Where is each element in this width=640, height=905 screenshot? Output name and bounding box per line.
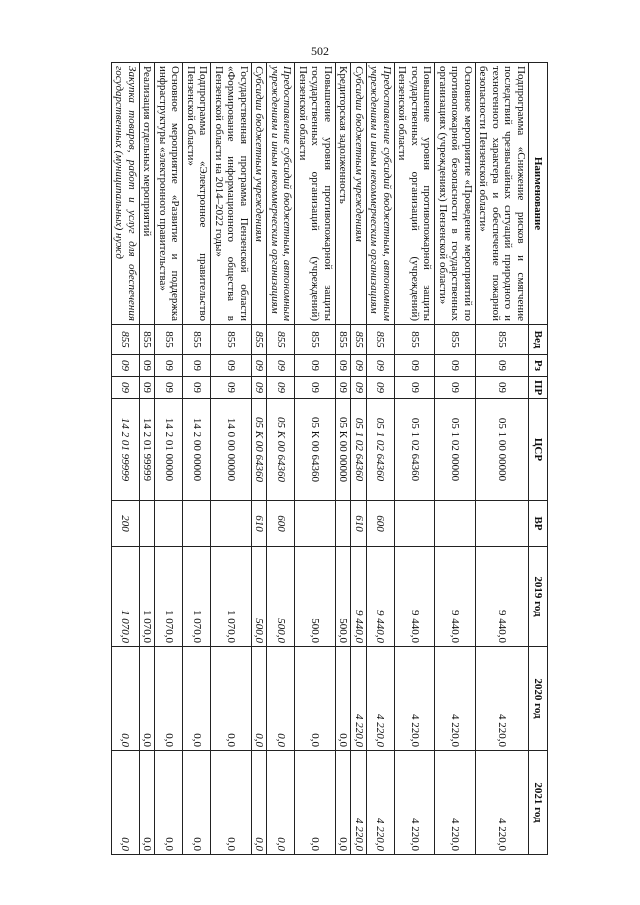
cell-ved: 855	[367, 325, 395, 355]
cell-rz: 09	[435, 355, 476, 377]
cell-2021: 0,0	[295, 751, 336, 855]
cell-ved: 855	[336, 325, 352, 355]
cell-2019: 1 070,0	[140, 547, 156, 647]
cell-ved: 855	[252, 325, 268, 355]
cell-2020: 0,0	[155, 647, 183, 751]
cell-2019: 9 440,0	[395, 547, 436, 647]
cell-pr: 09	[367, 377, 395, 399]
cell-2020: 0,0	[211, 647, 252, 751]
cell-pr: 09	[351, 377, 367, 399]
cell-2021: 0,0	[112, 751, 140, 855]
cell-name: Государственная программа Пензенской области «Формирование информационного общества в Пензенской области на 2014–2022 годы»	[211, 63, 252, 325]
table-row	[367, 63, 395, 855]
cell-vr: 600	[267, 501, 295, 547]
cell-2019: 9 440,0	[367, 547, 395, 647]
cell-vr	[395, 501, 436, 547]
table-row	[267, 63, 295, 855]
header-csr: ЦСР	[529, 399, 548, 501]
cell-csr: 14 0 00 00000	[211, 399, 252, 501]
cell-2020: 4 220,0	[435, 647, 476, 751]
cell-rz: 09	[252, 355, 268, 377]
cell-2020: 4 220,0	[367, 647, 395, 751]
cell-vr	[295, 501, 336, 547]
cell-2020: 0,0	[252, 647, 268, 751]
page-number: 502	[311, 44, 329, 58]
cell-csr: 05 1 02 00000	[435, 399, 476, 501]
table-row	[183, 63, 211, 855]
cell-name: Закупка товаров, работ и услуг для обеспечения государственных (муниципальных) нужд	[112, 63, 140, 325]
cell-2021: 0,0	[252, 751, 268, 855]
cell-pr: 09	[395, 377, 436, 399]
cell-ved: 855	[267, 325, 295, 355]
cell-pr: 09	[476, 377, 529, 399]
table-row	[155, 63, 183, 855]
cell-rz: 09	[183, 355, 211, 377]
cell-csr: 05 К 00 64360	[252, 399, 268, 501]
table-row	[476, 63, 529, 855]
cell-csr: 14 2 01 00000	[155, 399, 183, 501]
table-row	[140, 63, 156, 855]
cell-name: Субсидии бюджетным учреждениям	[252, 63, 268, 325]
cell-rz: 09	[476, 355, 529, 377]
cell-csr: 05 1 02 64360	[351, 399, 367, 501]
cell-name: Подпрограмма «Снижение рисков и смягчение последствий чрезвычайных ситуаций природного и техногенного характера и обеспечение пожарной безопасности Пензенской области»	[476, 63, 529, 325]
cell-2019: 9 440,0	[351, 547, 367, 647]
cell-vr: 610	[252, 501, 268, 547]
cell-vr	[476, 501, 529, 547]
cell-name: Реализация отдельных мероприятий	[140, 63, 156, 325]
cell-rz: 09	[112, 355, 140, 377]
cell-name: Предоставление субсидий бюджетным, автономным учреждениям и иным некоммерческим организациям	[267, 63, 295, 325]
cell-vr	[183, 501, 211, 547]
cell-name: Субсидии бюджетным учреждениям	[351, 63, 367, 325]
table-row	[336, 63, 352, 855]
cell-csr: 14 2 01 99999	[112, 399, 140, 501]
cell-csr: 05 1 02 64360	[395, 399, 436, 501]
cell-2020: 0,0	[336, 647, 352, 751]
cell-pr: 09	[211, 377, 252, 399]
cell-vr: 600	[367, 501, 395, 547]
cell-pr: 09	[183, 377, 211, 399]
cell-2021: 0,0	[155, 751, 183, 855]
cell-pr: 09	[112, 377, 140, 399]
cell-pr: 09	[267, 377, 295, 399]
cell-pr: 09	[252, 377, 268, 399]
cell-2021: 4 220,0	[351, 751, 367, 855]
cell-2019: 1 070,0	[112, 547, 140, 647]
cell-2020: 4 220,0	[351, 647, 367, 751]
header-vr: ВР	[529, 501, 548, 547]
cell-2019: 1 070,0	[183, 547, 211, 647]
cell-2019: 1 070,0	[211, 547, 252, 647]
cell-vr	[211, 501, 252, 547]
cell-name: Повышение уровня противопожарной защиты государственных организаций (учреждений) Пензенской области	[295, 63, 336, 325]
cell-pr: 09	[295, 377, 336, 399]
table-row	[295, 63, 336, 855]
cell-ved: 855	[155, 325, 183, 355]
cell-csr: 05 1 02 64360	[367, 399, 395, 501]
table-row	[395, 63, 436, 855]
cell-csr: 05 К 00 64360	[295, 399, 336, 501]
cell-vr	[336, 501, 352, 547]
cell-rz: 09	[267, 355, 295, 377]
cell-name: Основное мероприятие «Проведение мероприятий по противопожарной безопасности в государственных организациях (учреждениях) Пензенской области»	[435, 63, 476, 325]
cell-2020: 0,0	[267, 647, 295, 751]
cell-name: Повышение уровня противопожарной защиты государственных организаций (учреждений) Пензенской области	[395, 63, 436, 325]
header-2019: 2019 год	[529, 547, 548, 647]
cell-2021: 4 220,0	[476, 751, 529, 855]
header-pr: ПР	[529, 377, 548, 399]
cell-2020: 4 220,0	[395, 647, 436, 751]
budget-table	[111, 62, 548, 855]
cell-2020: 0,0	[112, 647, 140, 751]
cell-name: Подпрограмма «Электронное правительство Пензенской области»	[183, 63, 211, 325]
cell-2021: 0,0	[267, 751, 295, 855]
cell-ved: 855	[476, 325, 529, 355]
cell-2020: 0,0	[140, 647, 156, 751]
cell-ved: 855	[112, 325, 140, 355]
cell-vr	[435, 501, 476, 547]
cell-vr	[140, 501, 156, 547]
table-row	[351, 63, 367, 855]
cell-rz: 09	[367, 355, 395, 377]
table-row	[252, 63, 268, 855]
rotated-table-wrapper	[93, 62, 548, 854]
table-row	[211, 63, 252, 855]
cell-csr: 05 К 00 00000	[336, 399, 352, 501]
cell-vr	[155, 501, 183, 547]
cell-2021: 0,0	[211, 751, 252, 855]
cell-2021: 0,0	[183, 751, 211, 855]
cell-ved: 855	[140, 325, 156, 355]
cell-vr: 200	[112, 501, 140, 547]
cell-rz: 09	[295, 355, 336, 377]
cell-rz: 09	[351, 355, 367, 377]
cell-2019: 500,0	[336, 547, 352, 647]
cell-2019: 500,0	[252, 547, 268, 647]
cell-2020: 0,0	[183, 647, 211, 751]
table-header-row	[529, 63, 548, 855]
cell-2021: 4 220,0	[367, 751, 395, 855]
header-rz: Рз	[529, 355, 548, 377]
cell-2021: 0,0	[336, 751, 352, 855]
cell-ved: 855	[395, 325, 436, 355]
cell-vr: 610	[351, 501, 367, 547]
cell-ved: 855	[351, 325, 367, 355]
cell-pr: 09	[435, 377, 476, 399]
cell-2020: 0,0	[295, 647, 336, 751]
cell-2020: 4 220,0	[476, 647, 529, 751]
cell-2021: 4 220,0	[395, 751, 436, 855]
header-2021: 2021 год	[529, 751, 548, 855]
cell-2021: 0,0	[140, 751, 156, 855]
cell-2019: 1 070,0	[155, 547, 183, 647]
cell-pr: 09	[336, 377, 352, 399]
cell-2019: 9 440,0	[476, 547, 529, 647]
cell-name: Кредиторская задолженность	[336, 63, 352, 325]
cell-pr: 09	[140, 377, 156, 399]
table-row	[112, 63, 140, 855]
cell-csr: 14 2 01 99999	[140, 399, 156, 501]
cell-rz: 09	[211, 355, 252, 377]
cell-2021: 4 220,0	[435, 751, 476, 855]
table-row	[435, 63, 476, 855]
cell-rz: 09	[140, 355, 156, 377]
cell-rz: 09	[155, 355, 183, 377]
header-ved: Вед	[529, 325, 548, 355]
cell-csr: 05 К 00 64360	[267, 399, 295, 501]
cell-2019: 9 440,0	[435, 547, 476, 647]
cell-name: Предоставление субсидий бюджетным, автономным учреждениям и иным некоммерческим организациям	[367, 63, 395, 325]
header-name: Наименование	[529, 63, 548, 325]
cell-name: Основное мероприятие «Развитие и поддержка инфраструктуры «электронного правительства»	[155, 63, 183, 325]
cell-ved: 855	[295, 325, 336, 355]
header-2020: 2020 год	[529, 647, 548, 751]
cell-rz: 09	[336, 355, 352, 377]
cell-ved: 855	[211, 325, 252, 355]
cell-ved: 855	[435, 325, 476, 355]
cell-rz: 09	[395, 355, 436, 377]
table-body	[112, 63, 529, 855]
cell-csr: 05 1 00 00000	[476, 399, 529, 501]
cell-csr: 14 2 00 00000	[183, 399, 211, 501]
cell-pr: 09	[155, 377, 183, 399]
cell-2019: 500,0	[295, 547, 336, 647]
cell-2019: 500,0	[267, 547, 295, 647]
cell-ved: 855	[183, 325, 211, 355]
